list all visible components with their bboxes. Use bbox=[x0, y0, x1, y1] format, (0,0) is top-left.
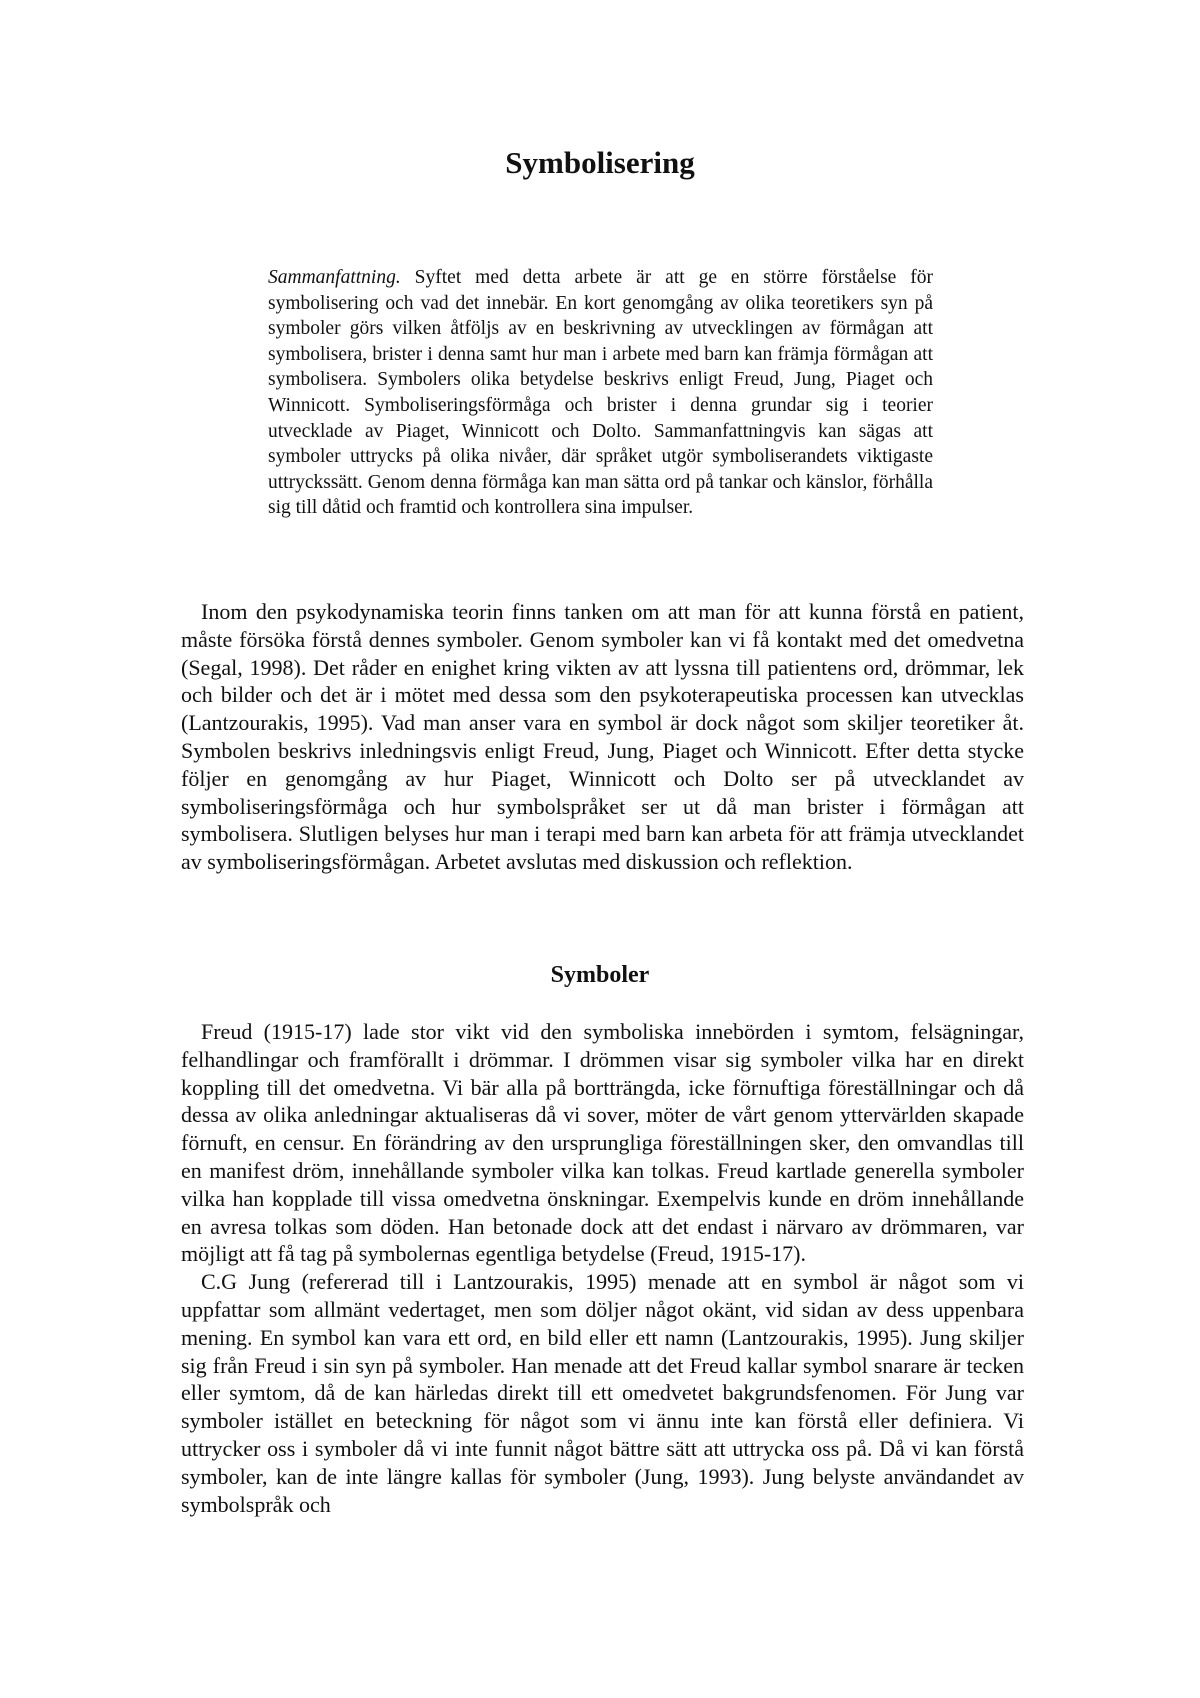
intro-paragraph: Inom den psykodynamiska teorin finns tanken om att man för att kunna förstå en patient, måste försöka förstå dennes symboler. Genom symboler kan vi få kontakt med det omedvetna (Segal, 1998). Det råder en enighet kring vikten av att lyssna till patientens ord, drömmar, lek och bilder och det är i mötet med dessa som den psykoterapeutiska processen kan utvecklas (Lantzourakis, 1995). Vad man anser vara en symbol är dock något som skiljer teoretiker åt. Symbolen beskrivs inledningsvis enligt Freud, Jung, Piaget och Winnicott. Efter detta stycke följer en genomgång av hur Piaget, Winnicott och Dolto ser på utvecklandet av symboliseringsförmåga och hur symbolspråket ser ut då man brister i förmågan att symbolisera. Slutligen belyses hur man i terapi med barn kan arbeta för att främja utvecklandet av symboliseringsförmågan. Arbetet avslutas med diskussion och reflektion. bbox=[181, 599, 1024, 875]
section-body bbox=[181, 1018, 1024, 1518]
abstract bbox=[268, 265, 933, 521]
section-heading: Symboler bbox=[550, 962, 650, 988]
body-paragraph-freud: Freud (1915-17) lade stor vikt vid den symboliska innebörden i symtom, felsägningar, felhandlingar och framförallt i drömmar. I drömmen visar sig symboler vilka har en direkt koppling till det omedvetna. Vi bär alla på bortträngda, icke förnuftiga föreställningar och då dessa av olika anledningar aktualiseras då vi sover, möter de vårt genom yttervärlden skapade förnuft, en censur. En förändring av den ursprungliga föreställningen sker, den omvandlas till en manifest dröm, innehållande symboler vilka kan tolkas. Freud kartlade generella symboler vilka han kopplade till vissa omedvetna önskningar. Exempelvis kunde en dröm innehållande en avresa tolkas som döden. Han betonade dock att det endast i närvaro av drömmaren, var möjligt att få tag på symbolernas egentliga betydelse (Freud, 1915-17). bbox=[181, 1019, 1024, 1267]
abstract-text: Syftet med detta arbete är att ge en större förståelse för symbolisering och vad det innebär. En kort genomgång av olika teoretikers syn på symboler görs vilken åtföljs av en beskrivning av utvecklingen av förmågan att symbolisera, brister i denna samt hur man i arbete med barn kan främja förmågan att symbolisera. Symbolers olika betydelse beskrivs enligt Freud, Jung, Piaget och Winnicott. Symboliseringsförmåga och brister i denna grundar sig i teorier utvecklade av Piaget, Winnicott och Dolto. Sammanfattningvis kan sägas att symboler uttrycks på olika nivåer, där språket utgör symboliserandets viktigaste uttryckssätt. Genom denna förmåga kan man sätta ord på tankar och känslor, förhålla sig till dåtid och framtid och kontrollera sina impulser. bbox=[268, 267, 933, 519]
abstract-lead: Sammanfattning. bbox=[268, 267, 401, 288]
document-title: Symbolisering bbox=[505, 145, 695, 180]
intro-section bbox=[181, 598, 1024, 876]
body-paragraph-jung: C.G Jung (refererad till i Lantzourakis, 1995) menade att en symbol är något som vi uppfattar som allmänt vedertaget, men som döljer något okänt, vid sidan av dess uppenbara mening. En symbol kan vara ett ord, en bild eller ett namn (Lantzourakis, 1995). Jung skiljer sig från Freud i sin syn på symboler. Han menade att det Freud kallar symbol snarare är tecken eller symtom, då de kan härledas direkt till ett omedvetet bakgrundsfenomen. För Jung var symboler istället en beteckning för något som vi ännu inte kan förstå eller definiera. Vi uttrycker oss i symboler då vi inte funnit något bättre sätt att uttrycka oss på. Då vi kan förstå symboler, kan de inte längre kallas för symboler (Jung, 1993). Jung belyste användandet av symbolspråk och bbox=[181, 1269, 1024, 1517]
